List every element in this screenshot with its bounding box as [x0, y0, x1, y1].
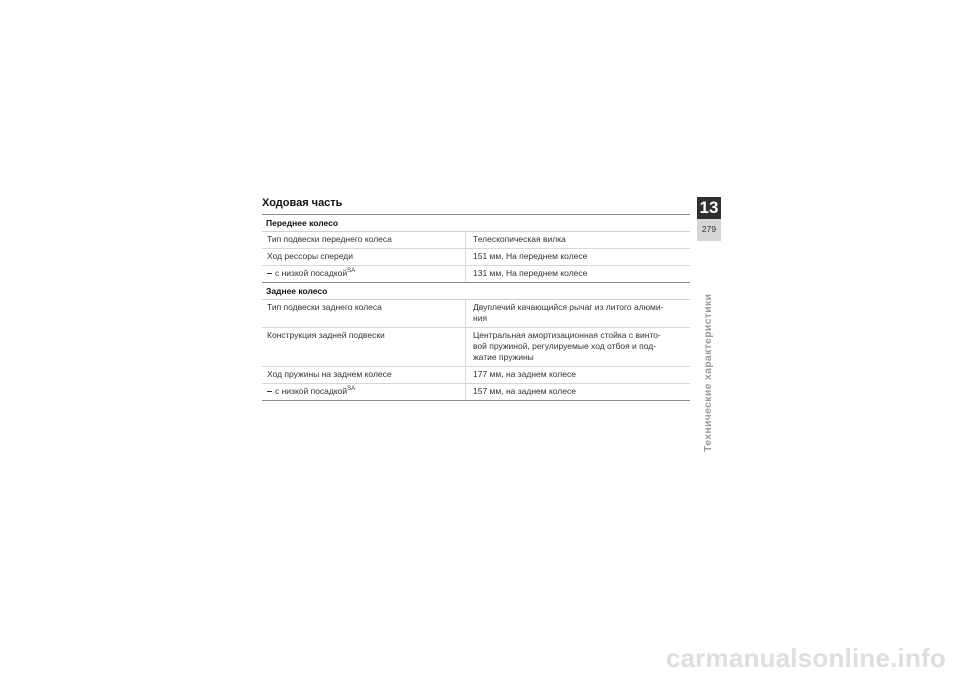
option-superscript: SA [347, 386, 356, 393]
row-label-text: с низкой посадкой [275, 268, 348, 278]
value-line: 157 мм, на заднем колесе [473, 386, 576, 396]
row-value [466, 300, 690, 327]
row-label: Ход рессоры спереди [262, 249, 466, 265]
row-label [262, 384, 466, 400]
watermark-text: carmanualsonline.info [665, 643, 946, 673]
value-line: 131 мм, На переднем колесе [473, 268, 588, 278]
value-line: Двуплечий качающийся рычаг из литого алюми- [473, 302, 664, 312]
row-label: Тип подвески заднего колеса [262, 300, 466, 327]
row-label-text: с низкой посадкой [275, 386, 348, 396]
row-value [466, 232, 690, 248]
spec-table [262, 214, 690, 401]
page-number: 279 [701, 224, 717, 234]
row-value [466, 328, 690, 366]
row-label: Ход пружины на заднем колесе [262, 367, 466, 383]
table-row [262, 367, 690, 384]
group-header-rear: Заднее колесо [262, 283, 690, 300]
table-row [262, 266, 690, 283]
value-line: 151 мм, На переднем колесе [473, 251, 588, 261]
section-title: Ходовая часть [262, 197, 343, 209]
table-row [262, 300, 690, 328]
dash-icon [267, 273, 272, 274]
chapter-side-label: Технические характеристики [702, 293, 714, 452]
table-row [262, 384, 690, 401]
dash-icon [267, 391, 272, 392]
value-line: 177 мм, на заднем колесе [473, 369, 576, 379]
row-label [262, 266, 466, 282]
value-line: Телескопическая вилка [473, 234, 566, 244]
row-value [466, 384, 690, 400]
row-value [466, 266, 690, 282]
row-label: Конструкция задней подвески [262, 328, 466, 366]
row-label: Тип подвески переднего колеса [262, 232, 466, 248]
value-line: ния [473, 313, 488, 323]
table-row [262, 232, 690, 249]
value-line: Центральная амортизационная стойка с винто- [473, 330, 661, 340]
value-line: вой пружиной, регулируемые ход отбоя и под- [473, 341, 657, 351]
table-row [262, 249, 690, 266]
table-row [262, 328, 690, 367]
chapter-tab [697, 197, 721, 241]
chapter-number: 13 [699, 198, 719, 217]
group-header-front: Переднее колесо [262, 215, 690, 232]
row-value [466, 249, 690, 265]
option-superscript: SA [347, 268, 356, 275]
row-value [466, 367, 690, 383]
value-line: жатие пружины [473, 352, 534, 362]
